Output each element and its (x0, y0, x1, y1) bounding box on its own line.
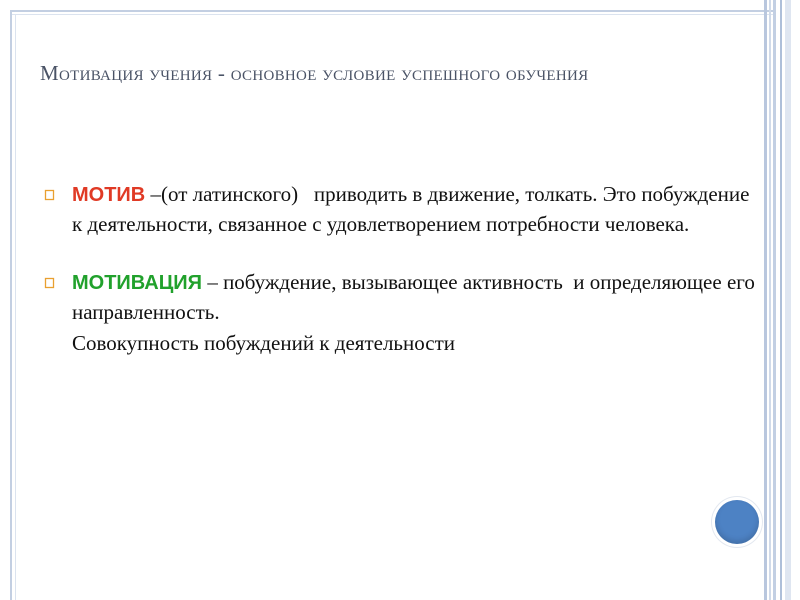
decorative-stripe (764, 0, 767, 600)
decorative-stripe (780, 0, 782, 600)
decorative-stripe (785, 0, 791, 600)
bullet-paragraph-motivation (44, 268, 760, 327)
frame-line-top (10, 10, 775, 12)
bullet-paragraph-motive (44, 180, 760, 239)
blue-circle-fill (715, 500, 759, 544)
title-part-1: Мотивация учения (40, 61, 213, 85)
definition-motivation: – побуждение, вызывающее активность и определяющее его направленность. (72, 270, 761, 324)
extra-line (44, 329, 760, 358)
title-separator: - (212, 61, 231, 85)
slide-title (40, 60, 740, 86)
paragraph-spacer (44, 239, 760, 268)
slide-body (44, 180, 760, 358)
extra-line-text: Совокупность побуждений к деятельности (72, 331, 456, 355)
hollow-square-bullet-icon (44, 189, 56, 201)
decorative-stripe (769, 0, 771, 600)
blue-circle-icon (712, 497, 762, 547)
hollow-square-bullet-icon (44, 277, 56, 289)
title-part-2: основное условие успешного обучения (230, 61, 589, 85)
frame-line-left (10, 10, 12, 600)
decorative-stripe (773, 0, 776, 600)
term-motive: МОТИВ (72, 184, 146, 206)
term-motivation: МОТИВАЦИЯ (72, 272, 203, 294)
frame-line-left-inner (15, 14, 16, 600)
frame-line-top-inner (10, 14, 775, 15)
definition-motive: –(от латинского) приводить в движение, толкать. Это побуждение к деятельности, связанное с удовлетворением потребности человека. (72, 182, 755, 236)
